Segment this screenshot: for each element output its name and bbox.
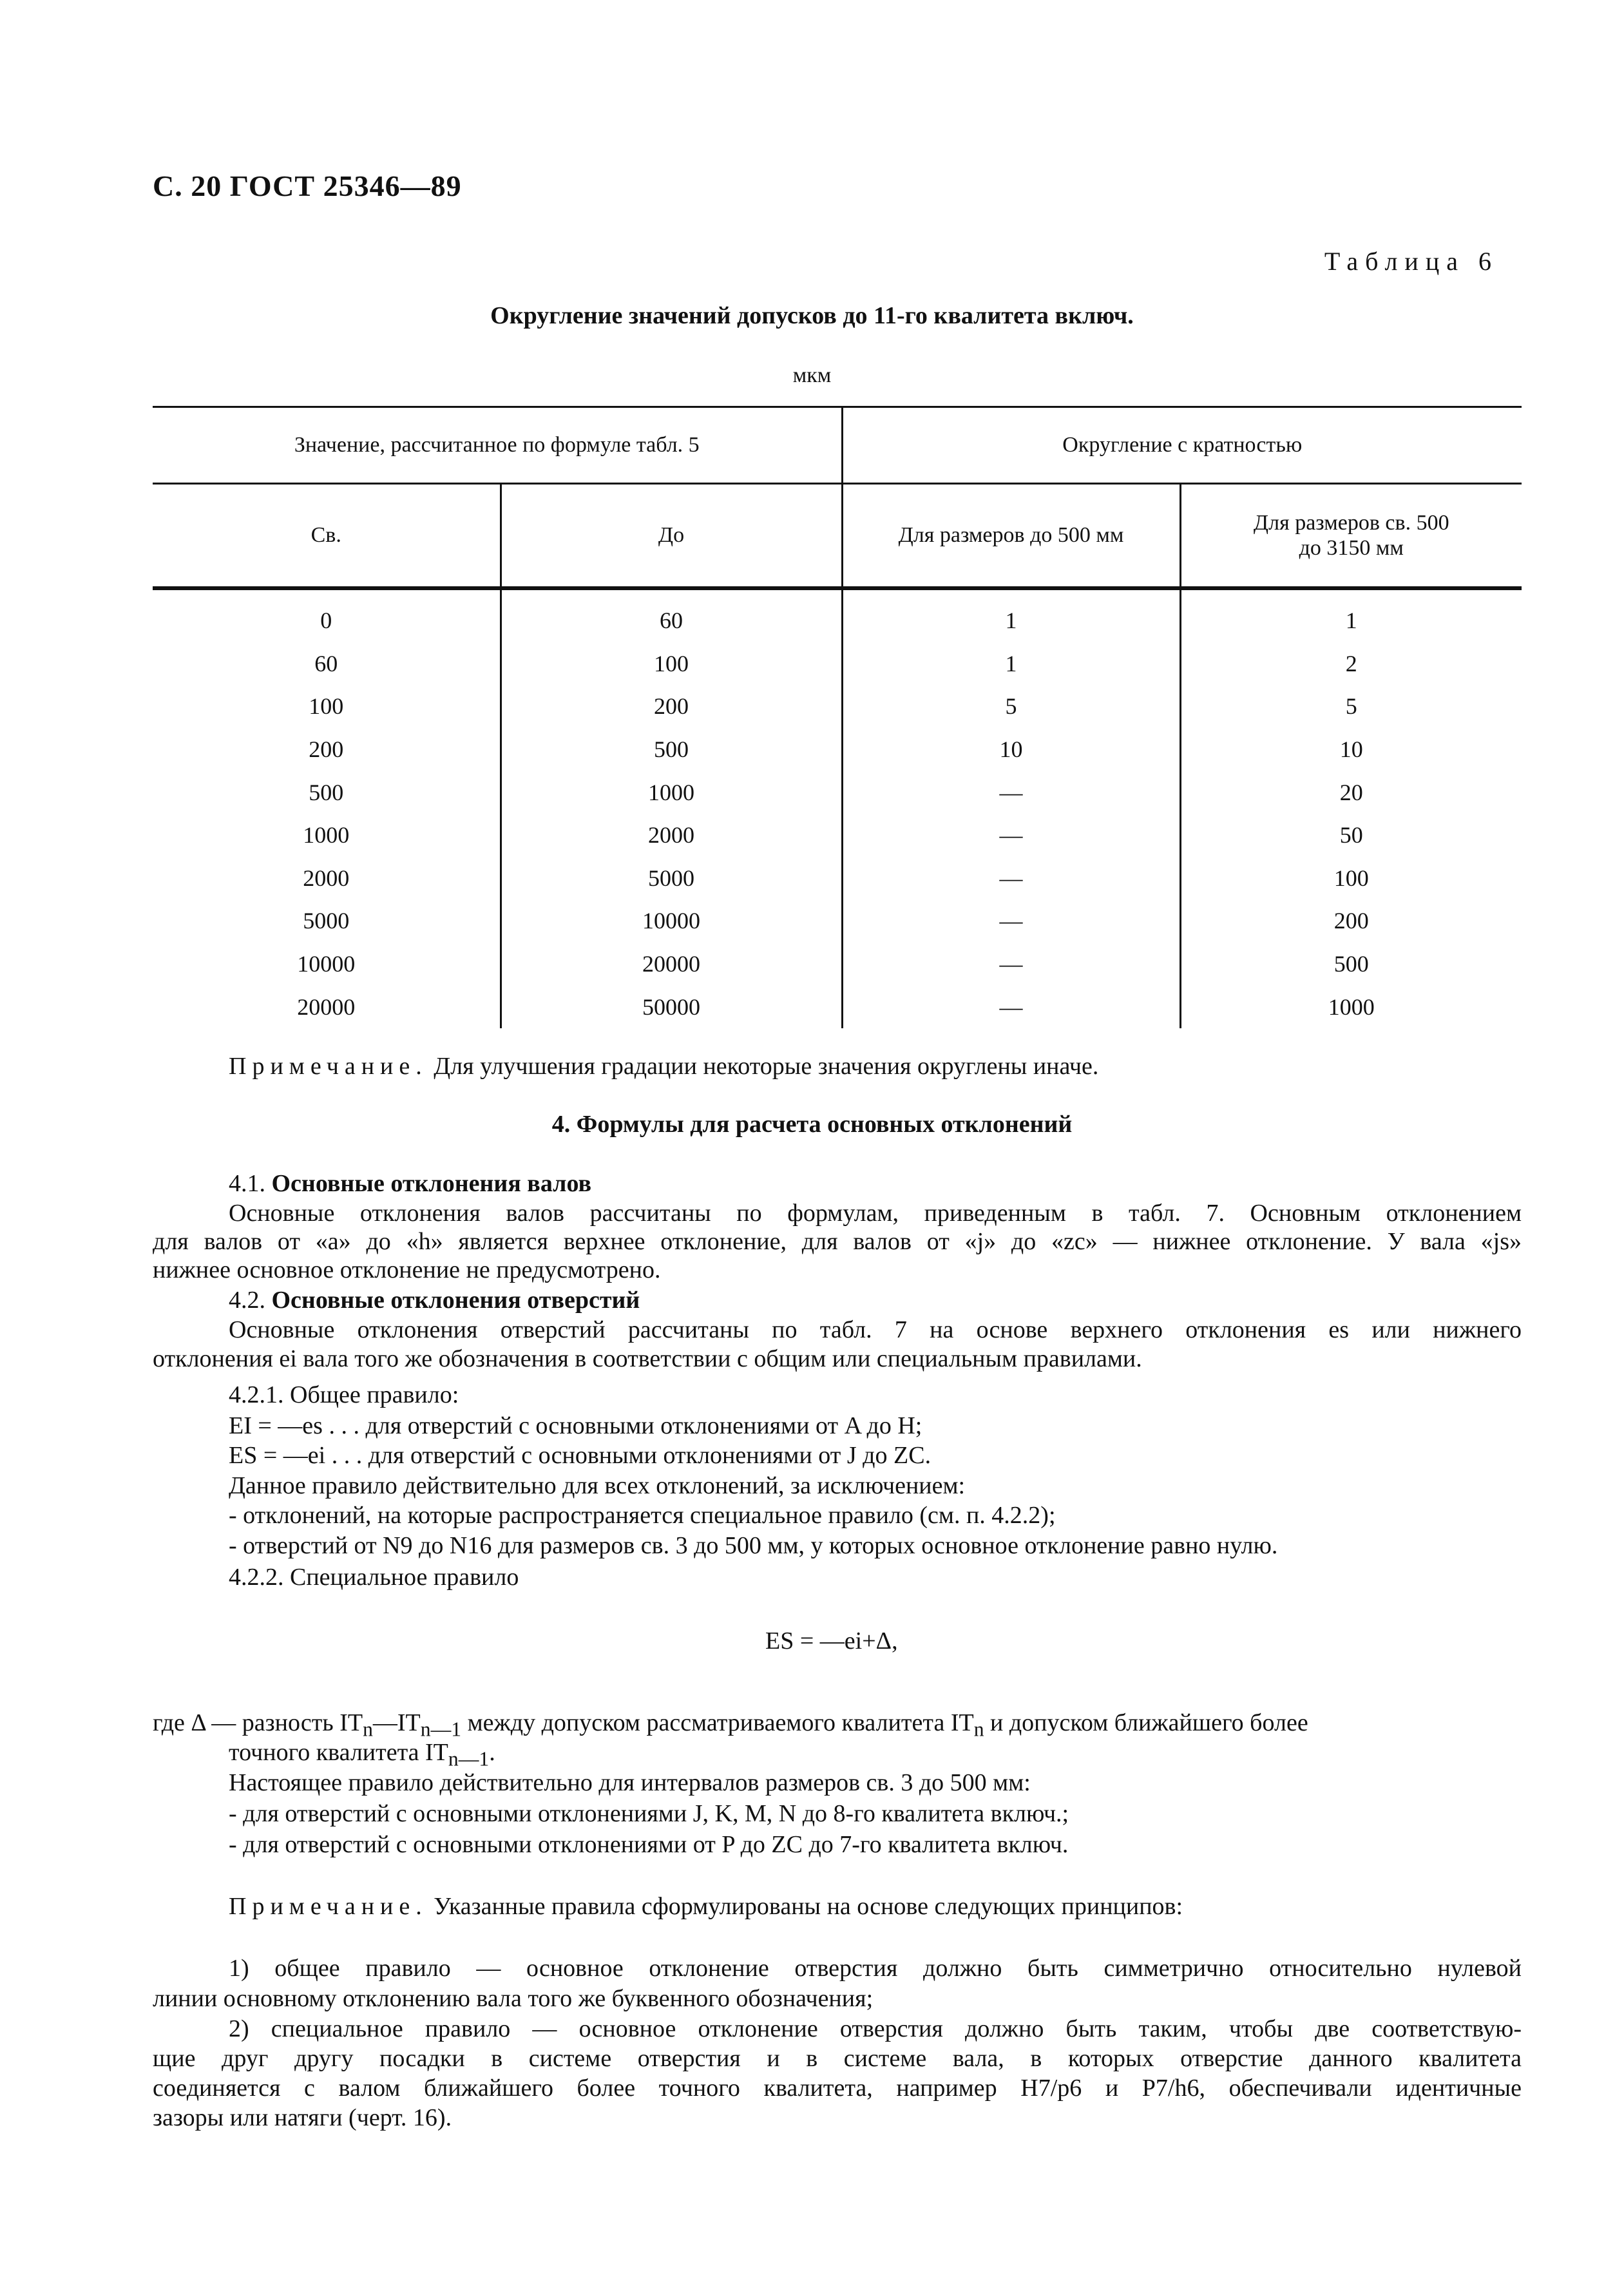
cell-from: 200	[153, 728, 501, 771]
cell-rounding-large: 20	[1339, 779, 1363, 805]
cell-to: 50000	[501, 985, 842, 1028]
cell-rounding-large: 50	[1339, 822, 1363, 849]
cell-from: 100	[153, 685, 501, 728]
cell-rounding-small: —	[842, 899, 1180, 943]
table-title: Округление значений допусков до 11-го квалитета включ.	[490, 302, 1134, 329]
where-text-3: между допуском рассматриваемого квалитета IT	[461, 1709, 974, 1736]
cell-from: 10000	[153, 943, 501, 986]
cell-from: 5000	[153, 899, 501, 943]
cell-from: 500	[153, 771, 501, 814]
cell-rounding-small: —	[842, 857, 1180, 900]
section-4-2-2-title: 4.2.2. Специальное правило	[229, 1564, 519, 1591]
cell-rounding-large: 5	[1345, 693, 1357, 720]
table-row	[153, 899, 1522, 943]
principle-2-line-2: щие друг другу посадки в системе отверстия и в системе вала, в которых отверстие данного квалитета	[153, 2045, 1522, 2072]
where-text-2: —IT	[372, 1709, 421, 1736]
subscript-n: n	[973, 1718, 984, 1741]
cell-to: 200	[501, 685, 842, 728]
where2-text-2: .	[489, 1739, 495, 1766]
note-2-text: Указанные правила сформулированы на основе следующих принципов:	[434, 1893, 1183, 1920]
general-rule-es: ES = —ei . . . для отверстий с основными отклонениями от J до ZC.	[229, 1442, 931, 1469]
header-sizes-over-500-line1: Для размеров св. 500	[1253, 510, 1449, 535]
note-1	[229, 1054, 1098, 1079]
cell-rounding-small: 1	[842, 642, 1180, 686]
section-4-title: 4. Формулы для расчета основных отклонений	[551, 1111, 1073, 1138]
special-rule-formula: ES = —ei+Δ,	[765, 1627, 898, 1654]
cell-to: 10000	[501, 899, 842, 943]
table-row	[153, 814, 1522, 857]
cell-rounding-large: 2	[1345, 650, 1357, 676]
cell-rounding-large: 200	[1333, 908, 1369, 934]
header-sizes-over-500	[1180, 484, 1522, 589]
cell-rounding-large: 500	[1333, 951, 1369, 977]
cell-rounding-large: 10	[1339, 736, 1363, 763]
cell-from: 2000	[153, 857, 501, 900]
header-calculated-value: Значение, рассчитанное по формуле табл. 5	[153, 407, 842, 484]
header-from: Св.	[153, 484, 501, 589]
cell-rounding-small: —	[842, 985, 1180, 1028]
table-row	[153, 943, 1522, 986]
cell-from: 1000	[153, 814, 501, 857]
cell-rounding-small: —	[842, 814, 1180, 857]
section-4-2-line-1: Основные отклонения отверстий рассчитаны по табл. 7 на основе верхнего отклонения es или нижнего	[229, 1316, 1522, 1343]
section-4-1-line-1: Основные отклонения валов рассчитаны по формулам, приведенным в табл. 7. Основным отклонением	[229, 1200, 1522, 1227]
table-row	[153, 771, 1522, 814]
note-1-label: Примечание.	[229, 1053, 428, 1080]
cell-rounding-large: 1	[1345, 608, 1357, 634]
principle-1-line-1: 1) общее правило — основное отклонение отверстия должно быть симметрично относительно нулевой	[229, 1955, 1522, 1982]
section-4-2-title: Основные отклонения отверстий	[271, 1287, 640, 1314]
principle-1-line-2: линии основному отклонению вала того же буквенного обозначения;	[153, 1985, 874, 2012]
cell-to: 20000	[501, 943, 842, 986]
cell-to: 1000	[501, 771, 842, 814]
section-4-1-title: Основные отклонения валов	[271, 1170, 592, 1197]
subscript-n-minus-1: n—1	[420, 1718, 462, 1741]
cell-to: 100	[501, 642, 842, 686]
general-rule-ei: EI = —es . . . для отверстий с основными отклонениями от A до H;	[229, 1412, 922, 1439]
section-4-2-number: 4.2.	[229, 1287, 265, 1314]
page-header: С. 20 ГОСТ 25346—89	[153, 169, 462, 202]
cell-from: 20000	[153, 985, 501, 1028]
subscript-n: n	[363, 1718, 373, 1741]
header-rounding-multiple: Округление с кратностью	[842, 407, 1522, 484]
section-4-2-heading	[229, 1288, 640, 1312]
cell-rounding-large: 1000	[1328, 993, 1375, 1020]
section-4-1-heading	[229, 1171, 591, 1196]
section-4-1-line-2: для валов от «a» до «h» является верхнее отклонение, для валов от «j» до «zc» — нижнее отклонение. У вала «js»	[153, 1228, 1522, 1255]
special-rule-item-2: - для отверстий с основными отклонениями от P до ZC до 7-го квалитета включ.	[229, 1831, 1069, 1858]
table-row	[153, 857, 1522, 900]
section-4-1-line-3: нижнее основное отклонение не предусмотрено.	[153, 1256, 661, 1283]
where2-text-1: точного квалитета IT	[229, 1739, 448, 1766]
formula-explanation-line-1	[153, 1711, 1308, 1740]
header-sizes-up-to-500: Для размеров до 500 мм	[842, 484, 1180, 589]
tolerance-rounding-table	[153, 406, 1522, 1028]
note-2	[229, 1894, 1183, 1919]
rule-validity: Данное правило действительно для всех отклонений, за исключением:	[229, 1472, 966, 1499]
table-unit: мкм	[792, 363, 832, 387]
cell-from: 60	[153, 642, 501, 686]
table-row	[153, 728, 1522, 771]
header-to: До	[501, 484, 842, 589]
special-rule-validity: Настоящее правило действительно для интервалов размеров св. 3 до 500 мм:	[229, 1769, 1031, 1796]
exception-1: - отклонений, на которые распространяется специальное правило (см. п. 4.2.2);	[229, 1502, 1056, 1529]
section-4-2-line-2: отклонения ei вала того же обозначения в соответствии с общим или специальным правилами.	[153, 1345, 1142, 1372]
table-body	[153, 588, 1522, 1028]
table-row	[153, 642, 1522, 686]
where-text-1: где Δ — разность IT	[153, 1709, 363, 1736]
table-row	[153, 588, 1522, 642]
table-row	[153, 685, 1522, 728]
cell-rounding-small: —	[842, 771, 1180, 814]
cell-to: 500	[501, 728, 842, 771]
cell-rounding-small: 5	[842, 685, 1180, 728]
cell-to: 5000	[501, 857, 842, 900]
principle-2-line-4: зазоры или натяги (черт. 16).	[153, 2104, 452, 2131]
table-row	[153, 985, 1522, 1028]
cell-from: 0	[153, 588, 501, 642]
principle-2-line-1: 2) специальное правило — основное отклонение отверстия должно быть таким, чтобы две соответствую-	[229, 2015, 1522, 2042]
table-number: Таблица 6	[1324, 247, 1498, 276]
section-4-2-1-title: 4.2.1. Общее правило:	[229, 1381, 459, 1408]
principle-2-line-3: соединяется с валом ближайшего более точного квалитета, например H7/p6 и P7/h6, обеспечивали идентичные	[153, 2075, 1522, 2102]
cell-rounding-small: 1	[842, 588, 1180, 642]
cell-rounding-small: —	[842, 943, 1180, 986]
cell-to: 60	[501, 588, 842, 642]
subscript-n-minus-1: n—1	[448, 1747, 490, 1770]
cell-rounding-large: 100	[1333, 865, 1369, 891]
where-text-4: и допуском ближайшего более	[984, 1709, 1308, 1736]
note-2-label: Примечание.	[229, 1893, 428, 1920]
cell-rounding-small: 10	[842, 728, 1180, 771]
section-4-1-number: 4.1.	[229, 1170, 265, 1197]
note-1-text: Для улучшения градации некоторые значения округлены иначе.	[434, 1053, 1099, 1080]
special-rule-item-1: - для отверстий с основными отклонениями J, K, M, N до 8-го квалитета включ.;	[229, 1800, 1069, 1827]
exception-2: - отверстий от N9 до N16 для размеров св. 3 до 500 мм, у которых основное отклонение равно нулю.	[229, 1532, 1278, 1559]
formula-explanation-line-2	[229, 1740, 495, 1769]
cell-to: 2000	[501, 814, 842, 857]
header-sizes-over-500-line2: до 3150 мм	[1299, 536, 1404, 560]
